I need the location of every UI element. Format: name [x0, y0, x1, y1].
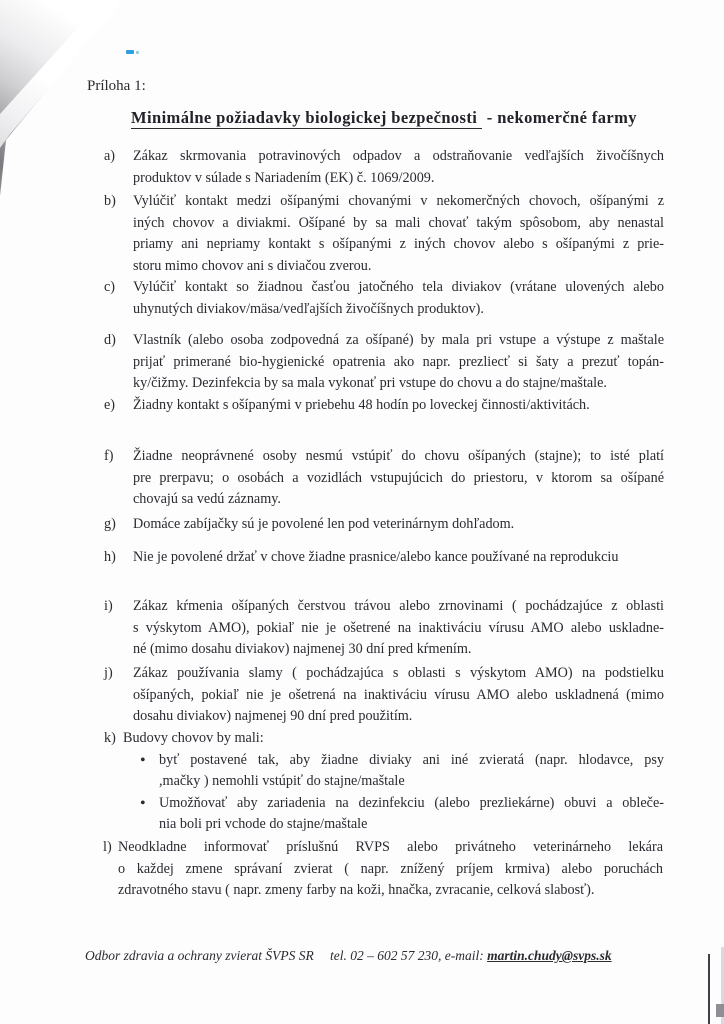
item-head: Budovy chovov by mali: — [123, 730, 264, 746]
text-line: ky/čižmy. Dezinfekcia by sa mala vykonať pri vstupe do chovu a do stajne/maštale. — [133, 375, 607, 391]
item-text — [133, 395, 664, 417]
list-item-k — [104, 728, 664, 836]
text-line: Zákaz používania slamy ( pochádzajúca s oblasti s výskytom AMO) na podstielku — [133, 665, 664, 681]
text-line: priamy ani nepriamy kontakt s ošípanými z iných chovov alebo s ošípanými z prie- — [133, 236, 664, 252]
text-line: prijať primerané bio-hygienické opatrenia ako napr. prezliecť si šaty a prezuť topán- — [133, 353, 664, 370]
item-text — [133, 547, 664, 569]
text-line: Zákaz skrmovania potravinových odpadov a odstraňovanie vedľajších živočíšnych — [133, 148, 664, 164]
item-text — [133, 663, 664, 728]
text-line: chovajú sa vedú záznamy. — [133, 491, 281, 507]
footer-contact — [330, 948, 612, 964]
text-line: o každej zmene správaní zvierat ( napr. znížený príjem krmiva) alebo poruchách — [118, 860, 663, 877]
list-item-i — [104, 596, 664, 661]
item-label-b: b) — [104, 193, 116, 209]
item-label-k: k) — [104, 730, 116, 746]
footer-email: martin.chudy@svps.sk — [487, 948, 612, 963]
list-item-l — [103, 837, 663, 902]
text-line: ošípaných, pokiaľ nie je ošetrená na inaktiváciu vírusu AMO alebo uskladnená (mimo — [133, 686, 664, 703]
list-item-e — [104, 395, 664, 417]
item-label-h: h) — [104, 549, 116, 565]
bullet-text — [159, 793, 664, 836]
list-item-c — [104, 277, 664, 320]
item-text — [133, 277, 664, 320]
bullet-icon: • — [140, 751, 146, 769]
title-underlined: Minimálne požiadavky biologickej bezpečnosti — [131, 108, 482, 129]
list-item-b — [104, 191, 664, 277]
text-line: s výskytom AMO), pokiaľ nie je ošetrené na inaktiváciu vírusu AMO alebo uskladne- — [133, 619, 664, 636]
item-label-l: l) — [103, 839, 112, 855]
text-line: Žiadny kontakt s ošípanými v priebehu 48 hodín po loveckej činnosti/aktivitách. — [133, 397, 590, 413]
text-line: Vylúčiť kontakt medzi ošípanými chovanými v nekomerčných chovoch, ošípanými z — [133, 193, 664, 209]
text-line: Vlastník (alebo osoba zodpovedná za ošípané) by mala pri vstupe a výstupe z maštale — [133, 332, 664, 348]
text-line: dosahu diviakov) najmenej 90 dní pred použitím. — [133, 708, 413, 724]
text-line: byť postavené tak, aby žiadne diviaky ani iné zvieratá (napr. hlodavce, psy — [159, 751, 664, 768]
item-text — [133, 146, 664, 189]
item-text — [133, 191, 664, 277]
item-label-d: d) — [104, 332, 116, 348]
bullet-item — [140, 750, 664, 793]
item-label-j: j) — [104, 665, 113, 681]
item-text — [133, 514, 664, 536]
text-line: uhynutých diviakov/mäsa/vedľajších živočíšnych produktov). — [133, 300, 484, 317]
item-text — [118, 837, 663, 902]
list-item-a — [104, 146, 664, 189]
bullet-icon: • — [140, 794, 146, 812]
item-label-i: i) — [104, 598, 113, 614]
text-line: Zákaz kŕmenia ošípaných čerstvou trávou alebo zrnovinami ( pochádzajúce z oblasti — [133, 598, 664, 614]
item-text — [123, 728, 664, 836]
item-label-g: g) — [104, 516, 116, 532]
footer-department: Odbor zdravia a ochrany zvierat ŠVPS SR — [85, 948, 314, 963]
item-label-e: e) — [104, 397, 116, 413]
text-line: pre prerpavu; o osobách a vozidlách vstupujúcich do priestoru, v ktorom sa ošípané — [133, 469, 664, 486]
list-item-g — [104, 514, 664, 536]
text-line: produktov v súlade s Nariadením (EK) č. 1069/2009. — [133, 169, 435, 186]
item-label-f: f) — [104, 448, 114, 464]
text-line: ,mačky ) nemohli vstúpiť do stajne/maštale — [159, 773, 405, 789]
item-text — [133, 596, 664, 661]
bullet-item — [140, 793, 664, 836]
title-rest: - nekomerčné farmy — [482, 108, 637, 127]
text-line: Vylúčiť kontakt so žiadnou časťou jatočného tela diviakov (vrátane ulovených alebo — [133, 279, 664, 295]
text-line: Nie je povolené držať v chove žiadne prasnice/alebo kance používané na reprodukciu — [133, 549, 619, 565]
text-line: iných chovov a diviakmi. Ošípané by sa mali chovať takým spôsobom, aby nenastal — [133, 214, 664, 231]
text-line: Neodkladne informovať príslušnú RVPS alebo privátneho veterinárneho lekára — [118, 839, 663, 855]
bullet-text — [159, 750, 664, 793]
annex-label: Príloha 1: — [87, 78, 146, 94]
item-text — [133, 330, 664, 395]
text-line: Domáce zabíjačky sú je povolené len pod veterinárnym dohľadom. — [133, 516, 515, 532]
text-line: zdravotného stavu ( napr. zmeny farby na koži, hnačka, zvracanie, celková slabosť). — [118, 882, 595, 898]
text-line: storu mimo chovov ani s diviačou zverou. — [133, 257, 372, 274]
list-item-f — [104, 446, 664, 511]
item-label-c: c) — [104, 279, 116, 295]
list-item-d — [104, 330, 664, 395]
item-label-a: a) — [104, 148, 116, 164]
text-line: né (mimo dosahu diviakov) najmenej 30 dní pred kŕmením. — [133, 641, 472, 657]
text-line: Umožňovať aby zariadenia na dezinfekciu (alebo prezliekárne) obuvi a obleče- — [159, 794, 664, 811]
footer-tel: tel. 02 – 602 57 230, e-mail: — [330, 948, 488, 963]
list-item-h — [104, 547, 664, 569]
text-line: nia boli pri vchode do stajne/maštale — [159, 816, 368, 832]
text-line: Žiadne neoprávnené osoby nesmú vstúpiť do chovu ošípaných (stajne); to isté platí — [133, 448, 664, 464]
item-text — [133, 446, 664, 511]
list-item-j — [104, 663, 664, 728]
